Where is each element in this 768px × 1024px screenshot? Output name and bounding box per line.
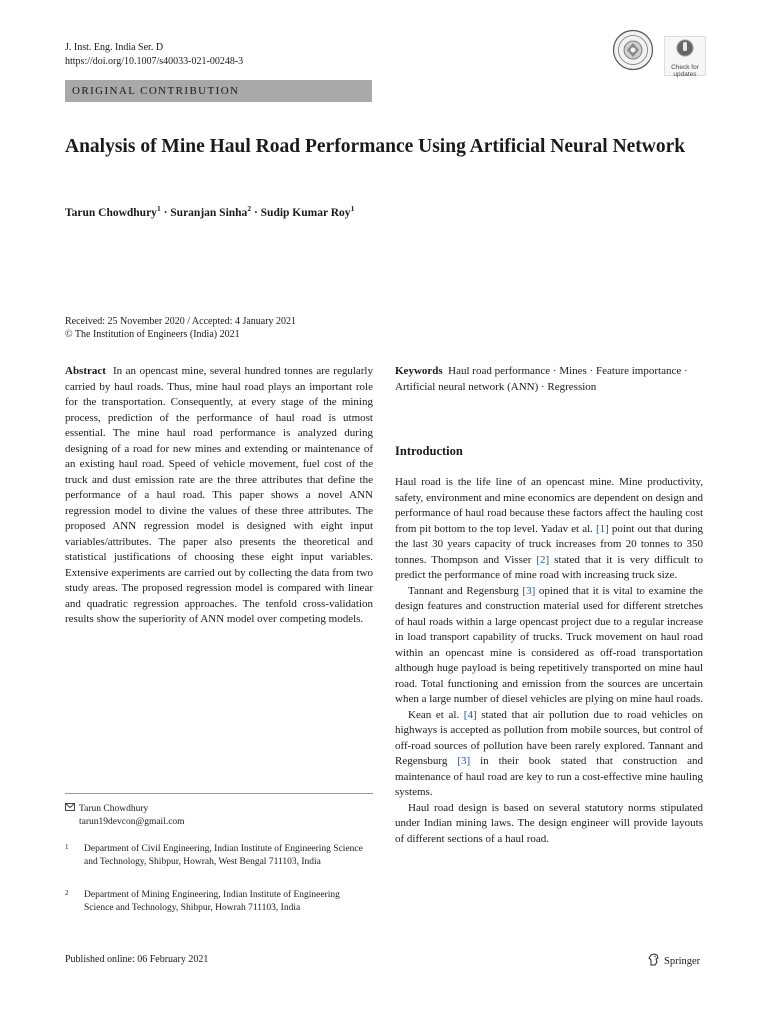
affiliation-item [65, 889, 365, 914]
author-separator: · [251, 206, 261, 219]
introduction-paragraph: Kean et al. [4] stated that air pollution due to road vehicles on highways is accepted as pollution from mobile sources, but control of off-road sources of pollution have been rarely explored. Tannant and Regensburg [3] in their book stated that construction and maintenance of haul road are key to run a cost-effective mine hauling systems. [395, 708, 703, 798]
introduction-body [395, 475, 703, 847]
introduction-paragraph: Tannant and Regensburg [3] opined that it is vital to examine the design features and construction material used for different stretches of haul roads within a large opencast project due to a regular increase in load transport capability of trucks. Truck movement on haul road within an opencast mine is considered as off-road transportation although huge payload is being repetitively transported on mine haul road. Total functioning and emission from the sources are uncertain when a large number of diesel vehicles are plying on mine haul roads. [395, 584, 704, 705]
author-separator: · [160, 206, 171, 219]
check-updates-icon [665, 37, 705, 59]
abstract-text: In an opencast mine, several hundred tonnes are regularly carried by haul roads. Thus, mine haul road plays an important role for the transportation. Consequently, at every stage of the mining process, prediction of the performance of haul road is utmost essential. The mine haul road performance is analyzed during designing of a road for new mines and extending or maintenance of an existing haul road. Speed of vehicle movement, fuel cost of the truck and dust emission rate are the three attributes that define the performance of a haul road. This paper shows a novel ANN regression model to divine the values of these three attributes. The proposed ANN regression model is designed with eight input variables/attributes. The paper also presents the theoretical and statistical justifications of choosing these eight input variables. Extensive experiments are carried out by collecting the data from two study areas. The proposed regression model is compared with linear and quadratic regression approaches. The tenfold cross-validation results show the superiority of ANN model over competing models. [65, 365, 373, 625]
publisher-logo [648, 953, 700, 969]
author-affiliation-marker: 1 [156, 204, 161, 213]
author-name[interactable]: Sudip Kumar Roy [260, 206, 351, 219]
received-accepted-dates: Received: 25 November 2020 / Accepted: 4 January 2021 [65, 316, 297, 327]
article-dates [65, 315, 296, 341]
citation-link[interactable]: [1] [595, 522, 609, 535]
check-updates-line1: Check for [671, 64, 699, 71]
envelope-icon [65, 803, 79, 816]
introduction-paragraph: Haul road design is based on several statutory norms stipulated under Indian mining laws. The design engineer will provide layouts of different sections of a haul road. [395, 801, 703, 845]
article-type-label: ORIGINAL CONTRIBUTION [65, 80, 372, 102]
check-for-updates-badge[interactable] [664, 36, 706, 76]
published-online-date: Published online: 06 February 2021 [65, 954, 209, 965]
footnote-divider [65, 793, 373, 794]
doi-link[interactable]: https://doi.org/10.1007/s40033-021-00248-3 [65, 56, 244, 67]
author-list [65, 204, 354, 219]
check-updates-line2: updates [673, 71, 697, 78]
introduction-paragraph: Haul road is the life line of an opencast mine. Mine productivity, safety, environment and mine economics are dependent on design and performance of haul road because these factors affect the hauling cost from pit bottom to the top level. Yadav et al. [1] point out that during the last 30 years capacity of truck increases from 20 tonnes to 350 tonnes. Thompson and Visser [2] stated that it is very difficult to predict the performance of mine road with increasing truck size. [395, 476, 703, 581]
paper-title: Analysis of Mine Haul Road Performance Using Artificial Neural Network [65, 136, 686, 157]
copyright-line: © The Institution of Engineers (India) 2021 [65, 329, 240, 340]
journal-name: J. Inst. Eng. India Ser. D [65, 42, 164, 53]
citation-link[interactable]: [2] [536, 553, 550, 566]
keywords-text: Haul road performance · Mines · Feature importance · Artificial neural network (ANN) · Regression [395, 365, 688, 393]
introduction-heading: Introduction [395, 444, 463, 458]
corresponding-author [65, 803, 185, 828]
publisher-name: Springer [664, 955, 701, 967]
corresponding-author-name: Tarun Chowdhury [79, 804, 149, 814]
affiliation-text: Department of Civil Engineering, Indian Institute of Engineering Science and Technology, Shibpur, Howrah, West Bengal 711103, India [84, 844, 363, 867]
author-name[interactable]: Suranjan Sinha [170, 206, 248, 219]
corresponding-email-link[interactable]: tarun19devcon@gmail.com [79, 816, 185, 827]
citation-link[interactable]: [3] [457, 755, 471, 767]
affiliation-number: 2 [65, 889, 69, 897]
springer-horse-icon [648, 953, 660, 969]
keywords-section [395, 364, 703, 395]
affiliation-item [65, 843, 365, 868]
abstract-label: Abstract [65, 365, 106, 377]
affiliation-text: Department of Mining Engineering, Indian Institute of Engineering Science and Technology, Shibpur, Howrah 711103, India [84, 890, 340, 913]
author-affiliation-marker: 2 [247, 204, 252, 213]
citation-link[interactable]: [4] [463, 708, 477, 721]
author-affiliation-marker: 1 [350, 204, 355, 213]
institution-seal-logo [612, 29, 654, 71]
keywords-label: Keywords [395, 365, 443, 377]
affiliation-number: 1 [65, 843, 69, 851]
abstract-section [65, 364, 373, 628]
citation-link[interactable]: [3] [522, 584, 536, 597]
author-name[interactable]: Tarun Chowdhury [65, 206, 157, 219]
